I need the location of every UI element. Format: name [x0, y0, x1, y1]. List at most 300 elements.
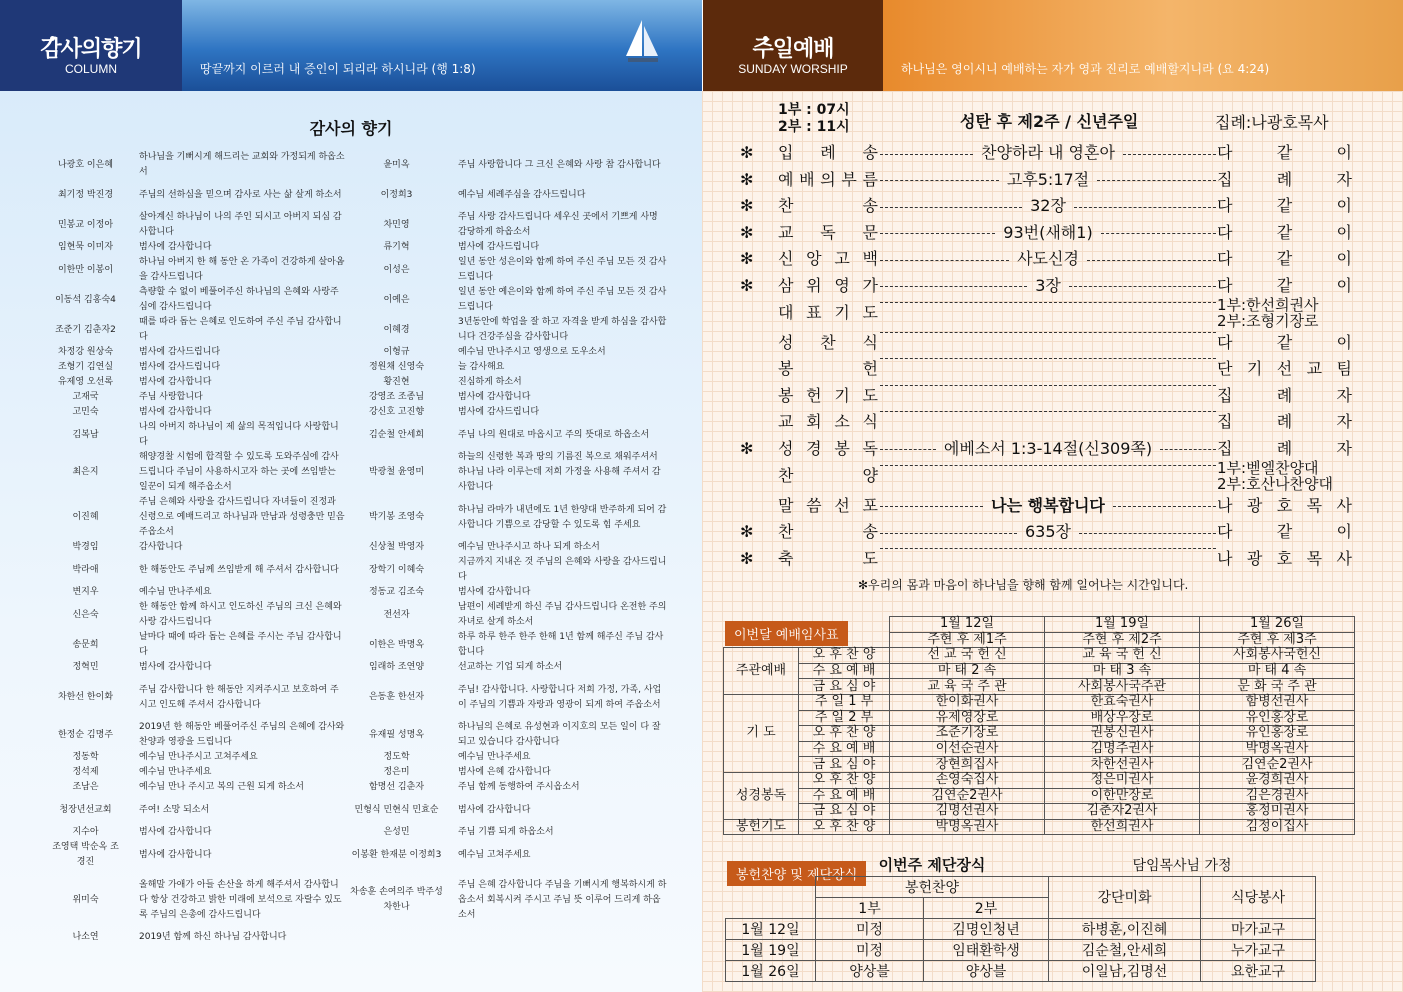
leader-char: 이 — [1336, 275, 1352, 295]
service-label — [778, 300, 878, 326]
thanks-message: 하나님 아버지 한 해 동안 온 가족이 건강하게 살아옴을 감사드립니다 — [139, 257, 345, 282]
service-item — [720, 356, 1385, 383]
star-icon: ✻ — [740, 143, 754, 162]
thanks-name: 강영조 조종님 — [368, 392, 425, 402]
leader-char: 목 — [1306, 548, 1323, 568]
service-content — [880, 409, 1216, 412]
thanks-name: 김순철 안세희 — [368, 429, 425, 440]
service-item — [720, 167, 1385, 194]
thanks-row — [48, 795, 668, 825]
label-char: 포 — [862, 495, 878, 515]
thanks-row — [48, 450, 668, 495]
service-label — [778, 356, 878, 382]
altar-date: 1월 26일 — [726, 960, 816, 981]
thanks-message: 늘 감사해요 — [458, 362, 505, 372]
service-item — [720, 246, 1385, 273]
thanks-name: 이동석 김홍숙4 — [55, 294, 116, 305]
leader-char: 이 — [1336, 332, 1352, 352]
thanks-name: 이진혜 — [72, 512, 99, 522]
service-leader — [1217, 220, 1352, 246]
label-char: 경 — [806, 438, 822, 458]
thanks-message: 예수님 세례주심을 감사드립니다 — [458, 189, 586, 200]
thanks-name: 이정희3 — [380, 189, 413, 200]
service-content — [880, 356, 1216, 359]
service-items — [720, 140, 1385, 572]
group-name: 주관예배 — [724, 648, 799, 695]
thanks-name: 조형기 김연실 — [57, 362, 114, 372]
assignee: 정은미권사 — [1045, 772, 1200, 788]
label-char: 송 — [862, 522, 878, 542]
thanks-message: 범사에 감사합니다 — [139, 377, 212, 387]
label-char: 독 — [820, 222, 836, 242]
label-char: 대 — [778, 302, 794, 322]
thanks-name: 지수아 — [72, 827, 99, 837]
thanks-message: 범사에 감사합니다 — [139, 242, 212, 252]
altar-date: 1월 12일 — [726, 918, 816, 939]
thanks-name: 김복남 — [72, 429, 99, 440]
meal: 누가교구 — [1201, 939, 1316, 960]
thanks-row — [48, 345, 668, 360]
thanks-message: 일년 동안 예은이와 함께 하여 주신 주님 모든 것 감사드립니다 — [458, 287, 667, 312]
thanks-row — [48, 675, 668, 720]
label-char: 교 — [778, 412, 794, 432]
leader-char: 호 — [1276, 548, 1293, 568]
thanks-message: 남편이 세례받게 하신 주님 감사드립니다 온전한 주의 자녀로 살게 하소서 — [458, 602, 667, 627]
thanks-row — [48, 210, 668, 240]
thanks-name: 이형규 — [383, 347, 410, 357]
thanks-name: 박기봉 조영숙 — [368, 512, 425, 522]
thanks-message: 주님! 감사합니다. 사랑합니다 저희 가정, 가족, 사업이 주님의 기쁨과 자랑과 영광이 되게 하여 주옵소서 — [458, 684, 662, 710]
label-char: 성 — [778, 438, 794, 458]
thanks-message: 2019년 한 해동안 베풀어주신 주님의 은혜에 감사와 찬양과 영광을 드립니다 — [139, 722, 345, 747]
assignee: 사회봉사국주관 — [1045, 679, 1200, 695]
thanks-message: 범사에 감사드립니다 — [139, 362, 221, 372]
service-content — [880, 546, 1216, 549]
service-label — [778, 140, 878, 166]
thanks-message: 측량할 수 없이 베풀어주신 하나님의 은혜와 사랑주심에 감사드립니다 — [139, 287, 339, 312]
thanks-row — [48, 315, 668, 345]
column-verse: 땅끝까지 이르러 내 증인이 되리라 하시니라 (행 1:8) — [200, 62, 476, 76]
officiant: 집례:나광호목사 — [1215, 113, 1329, 132]
star-icon: ✻ — [740, 222, 754, 242]
thanks-row — [48, 285, 668, 315]
thanks-name: 차민영 — [383, 219, 410, 230]
label-char: 찬 — [778, 196, 794, 216]
thanks-name: 위미숙 — [72, 894, 99, 905]
thanks-name: 황진현 — [383, 377, 410, 387]
leader-char: 같 — [1276, 222, 1293, 242]
label-char: 회 — [806, 412, 822, 432]
order-of-service — [720, 100, 1385, 572]
label-char: 송 — [862, 196, 878, 216]
thanks-message: 3년동안에 학업을 잘 하고 자격을 받게 하심을 감사합니다 건강주심을 감사합니다 — [458, 317, 667, 342]
label-char: 양 — [862, 465, 878, 485]
service-content — [880, 140, 1216, 166]
label-char: 예 — [778, 169, 794, 189]
thanks-message: 주님 감사합니다 한 해동안 지켜주시고 보호하여 주시고 인도해 주셔서 감사합니다 — [139, 684, 339, 710]
service-name: 금 요 심 야 — [799, 804, 890, 820]
service-content — [880, 330, 1216, 333]
service-content — [880, 246, 1216, 272]
service-content — [880, 463, 1216, 466]
leader-char: 기 — [1246, 359, 1263, 379]
meal: 마가교구 — [1201, 918, 1316, 939]
leader-line: 2부:조형기장로 — [1217, 311, 1319, 330]
assignee: 이선순권사 — [890, 741, 1045, 757]
column-title: 감사의향기 — [40, 37, 142, 62]
flower: 하병훈,이진혜 — [1049, 918, 1201, 939]
altar-table — [725, 854, 1316, 982]
service-leader — [1217, 356, 1352, 382]
assignee: 교 육 국 주 관 — [890, 679, 1045, 695]
thanks-name: 한정순 김명주 — [57, 729, 114, 740]
service-name: 수 요 예 배 — [799, 663, 890, 679]
label-char: 신 — [778, 249, 794, 269]
service-item — [720, 295, 1385, 330]
thanks-message: 날마다 때에 따라 돕는 은혜를 주시는 주님 감사합니다 — [139, 632, 342, 657]
thanks-row — [48, 870, 668, 930]
assignee: 함병선권사 — [1200, 694, 1355, 710]
assignee: 이한만장로 — [1045, 788, 1200, 804]
service-content — [880, 273, 1216, 299]
label-char: 말 — [778, 495, 794, 515]
wheat-banner — [883, 0, 1403, 91]
thanks-message: 주님 사랑합니다 그 크신 은혜와 사랑 참 감사합니다 — [458, 159, 661, 170]
thanks-message: 예수님 만나주세요 — [139, 767, 212, 777]
blank-cell — [799, 617, 890, 633]
thanks-name: 조준기 김춘자2 — [55, 324, 116, 335]
assignee: 윤경희권사 — [1200, 772, 1355, 788]
worship-subtitle: SUNDAY WORSHIP — [738, 62, 848, 76]
praise-2: 임태환학생 — [924, 939, 1049, 960]
service-item — [720, 493, 1385, 520]
label-char: 봉 — [778, 385, 794, 405]
thanks-message: 일년 동안 성은이와 함께 하여 주신 주님 모든 것 감사드립니다 — [458, 257, 667, 282]
leader-char: 목 — [1306, 495, 1323, 515]
service-label — [778, 436, 878, 462]
thanks-message: 하루 하루 한주 한주 한해 1년 함께 해주신 주님 감사합니다 — [458, 632, 664, 657]
praise-header: 봉헌찬양 — [816, 876, 1049, 897]
group-name: 성경봉독 — [724, 772, 799, 819]
assignee: 문 화 국 주 관 — [1200, 679, 1355, 695]
service-name: 수 요 예 배 — [799, 741, 890, 757]
thanks-message: 주님 은혜와 사랑을 감사드립니다 자녀들이 진정과 신령으로 예배드리고 하나님과 만남과 성령충만 믿음 주옵소서 — [139, 497, 345, 537]
service-content — [880, 383, 1216, 386]
thanks-message: 범사에 감사합니다 — [139, 849, 212, 860]
label-char: 송 — [862, 143, 878, 162]
leader-char: 다 — [1217, 275, 1233, 295]
worship-verse: 하나님은 영이시니 예배하는 자가 영과 진리로 예배할지니라 (요 4:24) — [901, 62, 1270, 76]
thanks-message: 범사에 감사합니다 — [139, 662, 212, 672]
assignee: 홍정미권사 — [1200, 804, 1355, 820]
thanks-name: 정혁민 — [72, 662, 99, 672]
meal-header: 식당봉사 — [1201, 876, 1316, 918]
label-char: 도 — [862, 385, 878, 405]
thanks-name: 은동훈 한선자 — [368, 692, 425, 702]
thanks-name: 민형식 민현식 민효순 — [354, 804, 439, 815]
service-label — [778, 493, 878, 519]
leader-char: 이 — [1336, 522, 1352, 542]
assignee: 교 육 국 헌 신 — [1045, 648, 1200, 664]
date-header: 1월 19일 — [1045, 617, 1200, 633]
assignee: 김춘자2권사 — [1045, 804, 1200, 820]
assignee: 김은경권사 — [1200, 788, 1355, 804]
label-char: 기 — [834, 302, 850, 322]
thanks-message: 주님 기쁨 되게 하옵소서 — [458, 827, 554, 837]
thanks-message: 예수님 만나주시고 영생으로 도우소서 — [458, 347, 606, 357]
group-name: 기 도 — [724, 694, 799, 772]
thanks-message: 하나님을 기뻐시게 해드리는 교회와 가정되게 하옵소서 — [139, 152, 345, 177]
star-icon: ✻ — [740, 548, 754, 568]
praise-2: 양상블 — [924, 960, 1049, 981]
thanks-message: 범사에 감사합니다 — [458, 392, 531, 402]
thanks-name: 은성민 — [383, 827, 410, 837]
thanks-name: 이한은 박명옥 — [368, 639, 425, 650]
thanks-message: 범사에 감사합니다 — [139, 827, 212, 837]
assignee: 한효숙권사 — [1045, 694, 1200, 710]
label-char: 름 — [862, 169, 878, 189]
column-badge — [0, 0, 182, 91]
service-text: 32장 — [1030, 196, 1066, 216]
thanks-name: 정도학 — [383, 752, 410, 762]
label-char: 백 — [862, 249, 878, 269]
service-item — [720, 458, 1385, 493]
blank-cell — [724, 617, 799, 633]
thanks-name: 신상철 박영자 — [368, 542, 425, 552]
date-header: 1월 26일 — [1200, 617, 1355, 633]
thanks-message: 한 해동안도 주님께 쓰임받게 해 주셔서 감사합니다 — [139, 564, 339, 575]
praise-p1-header: 1부 — [816, 897, 924, 918]
service-text: 나는 행복합니다 — [991, 495, 1105, 515]
label-char: 기 — [834, 385, 850, 405]
leader-char: 선 — [1276, 359, 1293, 379]
thanks-name: 정동학 — [72, 752, 99, 762]
worship-title: 주일예배 — [752, 37, 834, 62]
thanks-message: 예수님 만나주세요 — [458, 752, 531, 762]
sailboat-icon — [622, 18, 662, 68]
leader-char: 례 — [1276, 438, 1293, 458]
service-item — [720, 383, 1385, 410]
service-content — [880, 519, 1216, 545]
leader-char: 다 — [1217, 222, 1233, 242]
thanks-name: 정동교 김조숙 — [368, 587, 425, 597]
thanks-name: 장학기 이혜숙 — [368, 564, 425, 575]
service-leader — [1217, 140, 1352, 166]
thanks-name: 최기정 박진경 — [57, 189, 114, 200]
label-char: 문 — [862, 222, 878, 242]
label-char: 독 — [862, 438, 878, 458]
thanks-message: 주님 은혜 감사합니다 주님을 기뻐시게 행복하시게 하옵소서 회복시켜 주시고 주님 뜻 이루어 드리게 하옵소서 — [458, 879, 667, 920]
star-icon: ✻ — [740, 196, 754, 216]
praise-p2-header: 2부 — [924, 897, 1049, 918]
leader-char: 집 — [1217, 438, 1233, 458]
leader-char: 다 — [1217, 332, 1233, 352]
service-name: 금 요 심 야 — [799, 757, 890, 773]
thanks-row — [48, 405, 668, 420]
thanks-message: 살아계신 하나님이 나의 주인 되시고 아버지 되심 감사합니다 — [139, 212, 342, 237]
thanks-message: 주님 사랑 감사드립니다 세우신 곳에서 기쁘게 사명 감당하게 하옵소서 — [458, 212, 658, 237]
leader-char: 이 — [1336, 196, 1352, 216]
sea-banner — [182, 0, 702, 91]
thanks-name: 청장년선교회 — [59, 804, 112, 815]
thanks-message: 나의 아버지 하나님이 제 삶의 목적입니다 사랑합니다 — [139, 422, 339, 447]
service-label — [778, 519, 878, 545]
thanks-name: 박라애 — [72, 564, 99, 575]
service-leader — [1217, 383, 1352, 409]
thanks-name: 민봉교 이정아 — [57, 219, 114, 230]
thanks-row — [48, 180, 668, 210]
thanks-message: 주님 함께 동행하여 주시옵소서 — [458, 782, 580, 792]
label-char: 고 — [834, 249, 850, 269]
assignee: 김명선권사 — [890, 804, 1045, 820]
assignee: 유인홍장로 — [1200, 726, 1355, 742]
service-content — [880, 167, 1216, 193]
assignee: 차한선권사 — [1045, 757, 1200, 773]
assignee: 배상우장로 — [1045, 710, 1200, 726]
thanks-name: 정은미 — [383, 767, 410, 777]
assignee: 마 태 4 속 — [1200, 663, 1355, 679]
service-label — [778, 193, 878, 219]
service-name: 오 후 찬 양 — [799, 772, 890, 788]
leader-line: 2부:호산나찬양대 — [1217, 474, 1334, 493]
service-header — [720, 100, 1385, 140]
thanks-row — [48, 240, 668, 255]
service-leader — [1217, 193, 1352, 219]
thanks-name: 임현묵 이미자 — [57, 242, 114, 252]
thanks-name: 정원채 신영숙 — [368, 362, 425, 372]
assignee: 김연순2권사 — [890, 788, 1045, 804]
leader-char: 광 — [1246, 495, 1263, 515]
altar-pastor: 담임목사님 가정 — [1132, 857, 1232, 874]
service-text: 사도신경 — [1017, 249, 1079, 269]
schedule-tag: 이번달 예배임사표 — [725, 621, 848, 646]
assignee: 김명주권사 — [1045, 741, 1200, 757]
service-name: 오 후 찬 양 — [799, 819, 890, 835]
leader-char: 다 — [1217, 522, 1233, 542]
thanks-row — [48, 495, 668, 540]
thanks-message: 예수님 만나주시고 고쳐주세요 — [139, 752, 258, 762]
schedule-table — [723, 616, 1355, 835]
star-icon: ✻ — [740, 169, 754, 189]
thanks-message: 선교하는 기업 되게 하소서 — [458, 662, 563, 672]
thanks-row — [48, 585, 668, 600]
thanks-message: 예수님 고쳐주세요 — [458, 849, 531, 860]
service-item — [720, 330, 1385, 357]
service-item — [720, 220, 1385, 247]
label-char: 식 — [862, 332, 878, 352]
service-leader — [1217, 409, 1352, 435]
service-text: 고후5:17절 — [1006, 169, 1090, 189]
thanks-name: 최은지 — [72, 467, 99, 477]
assignee: 박명옥권사 — [1200, 741, 1355, 757]
thanks-name: 임래하 조연양 — [368, 662, 425, 672]
assignee: 김연순2권사 — [1200, 757, 1355, 773]
label-char: 찬 — [820, 332, 836, 352]
label-char: 부 — [841, 169, 857, 189]
leader-char: 례 — [1276, 169, 1293, 189]
service-item — [720, 409, 1385, 436]
thanks-message: 올해말 가애가 아들 손산을 하게 해주셔서 감사합니다 항상 건강하고 밝한 미래에 보석으로 자랄수 있도록 주님의 은총에 감사드립니다 — [139, 879, 342, 920]
meal: 요한교구 — [1201, 960, 1316, 981]
praise-1: 미정 — [816, 918, 924, 939]
leader-line: 1부:벧엘찬양대 — [1217, 458, 1319, 477]
assignee: 김정이집사 — [1200, 819, 1355, 835]
leader-char: 자 — [1336, 385, 1352, 405]
thanks-message: 진심하게 하소서 — [458, 377, 522, 387]
leader-char: 같 — [1276, 275, 1293, 295]
thanks-message: 예수님 만나주세요 — [139, 587, 212, 597]
service-leader — [1217, 330, 1352, 356]
thanks-message: 해양경찰 시험에 합격할 수 있도록 도와주심에 감사드립니다 주님이 사용하시고자 하는 곳에 쓰임받는 일꾼이 되게 해주옵소서 — [139, 452, 339, 492]
thanks-name: 유재필 성명옥 — [368, 729, 425, 740]
thanks-name: 정석제 — [72, 767, 99, 777]
service-item — [720, 546, 1385, 573]
thanks-row — [48, 750, 668, 765]
thanks-message: 범사에 은혜 감사합니다 — [458, 767, 551, 777]
service-label — [778, 220, 878, 246]
service-text: 3장 — [1035, 275, 1061, 295]
assignee: 마 태 2 속 — [890, 663, 1045, 679]
leader-char: 이 — [1336, 249, 1352, 269]
leader-char: 자 — [1336, 412, 1352, 432]
label-char: 삼 — [778, 275, 794, 295]
thanks-name: 송문희 — [72, 639, 99, 650]
praise-2: 김명인청년 — [924, 918, 1049, 939]
service-name: 주 일 2 부 — [799, 710, 890, 726]
flower: 김순철,안세희 — [1049, 939, 1201, 960]
thanks-message: 범사에 감사드립니다 — [139, 347, 221, 357]
leader-char: 같 — [1276, 249, 1293, 269]
thanks-message: 범사에 감사드립니다 — [458, 242, 540, 252]
service-leader — [1217, 460, 1355, 492]
thanks-message: 주님 사랑합니다 — [139, 392, 203, 402]
service-label — [778, 273, 878, 299]
label-char: 배 — [799, 169, 815, 189]
service-leader — [1217, 297, 1355, 329]
leader-char: 단 — [1217, 359, 1233, 379]
assignee: 권봉신권사 — [1045, 726, 1200, 742]
thanks-name: 나소연 — [72, 932, 99, 942]
praise-1: 미정 — [816, 939, 924, 960]
leader-char: 례 — [1276, 412, 1293, 432]
leader-char: 교 — [1306, 359, 1323, 379]
thanks-name: 차한선 한이화 — [57, 692, 114, 702]
service-label — [778, 463, 878, 489]
thanks-row — [48, 840, 668, 870]
blank-cell — [799, 632, 890, 648]
service-item — [720, 519, 1385, 546]
label-char: 찬 — [778, 465, 794, 485]
label-char: 씀 — [806, 495, 822, 515]
leader-char: 나 — [1217, 548, 1233, 568]
label-char: 헌 — [862, 359, 878, 379]
label-char: 가 — [862, 275, 878, 295]
date-header: 1월 12일 — [890, 617, 1045, 633]
leader-char: 나 — [1217, 495, 1233, 515]
altar-tag: 봉헌찬양 및 제단장식 — [727, 861, 866, 886]
leader-char: 집 — [1217, 412, 1233, 432]
thanks-name: 박광철 윤영미 — [368, 467, 425, 477]
leader-char: 호 — [1276, 495, 1293, 515]
assignee: 마 태 3 속 — [1045, 663, 1200, 679]
thanks-message: 감사합니다 — [139, 542, 183, 552]
thanks-name: 고민숙 — [72, 407, 99, 417]
thanks-row — [48, 630, 668, 660]
thanks-row — [48, 555, 668, 585]
assignee: 한선희권사 — [1045, 819, 1200, 835]
thanks-message: 하늘의 신령한 복과 땅의 기름진 복으로 채워주셔서 하나님 나라 이루는데 저희 가정을 사용해 주셔서 감사합니다 — [458, 452, 661, 492]
assignee: 선 교 국 헌 신 — [890, 648, 1045, 664]
